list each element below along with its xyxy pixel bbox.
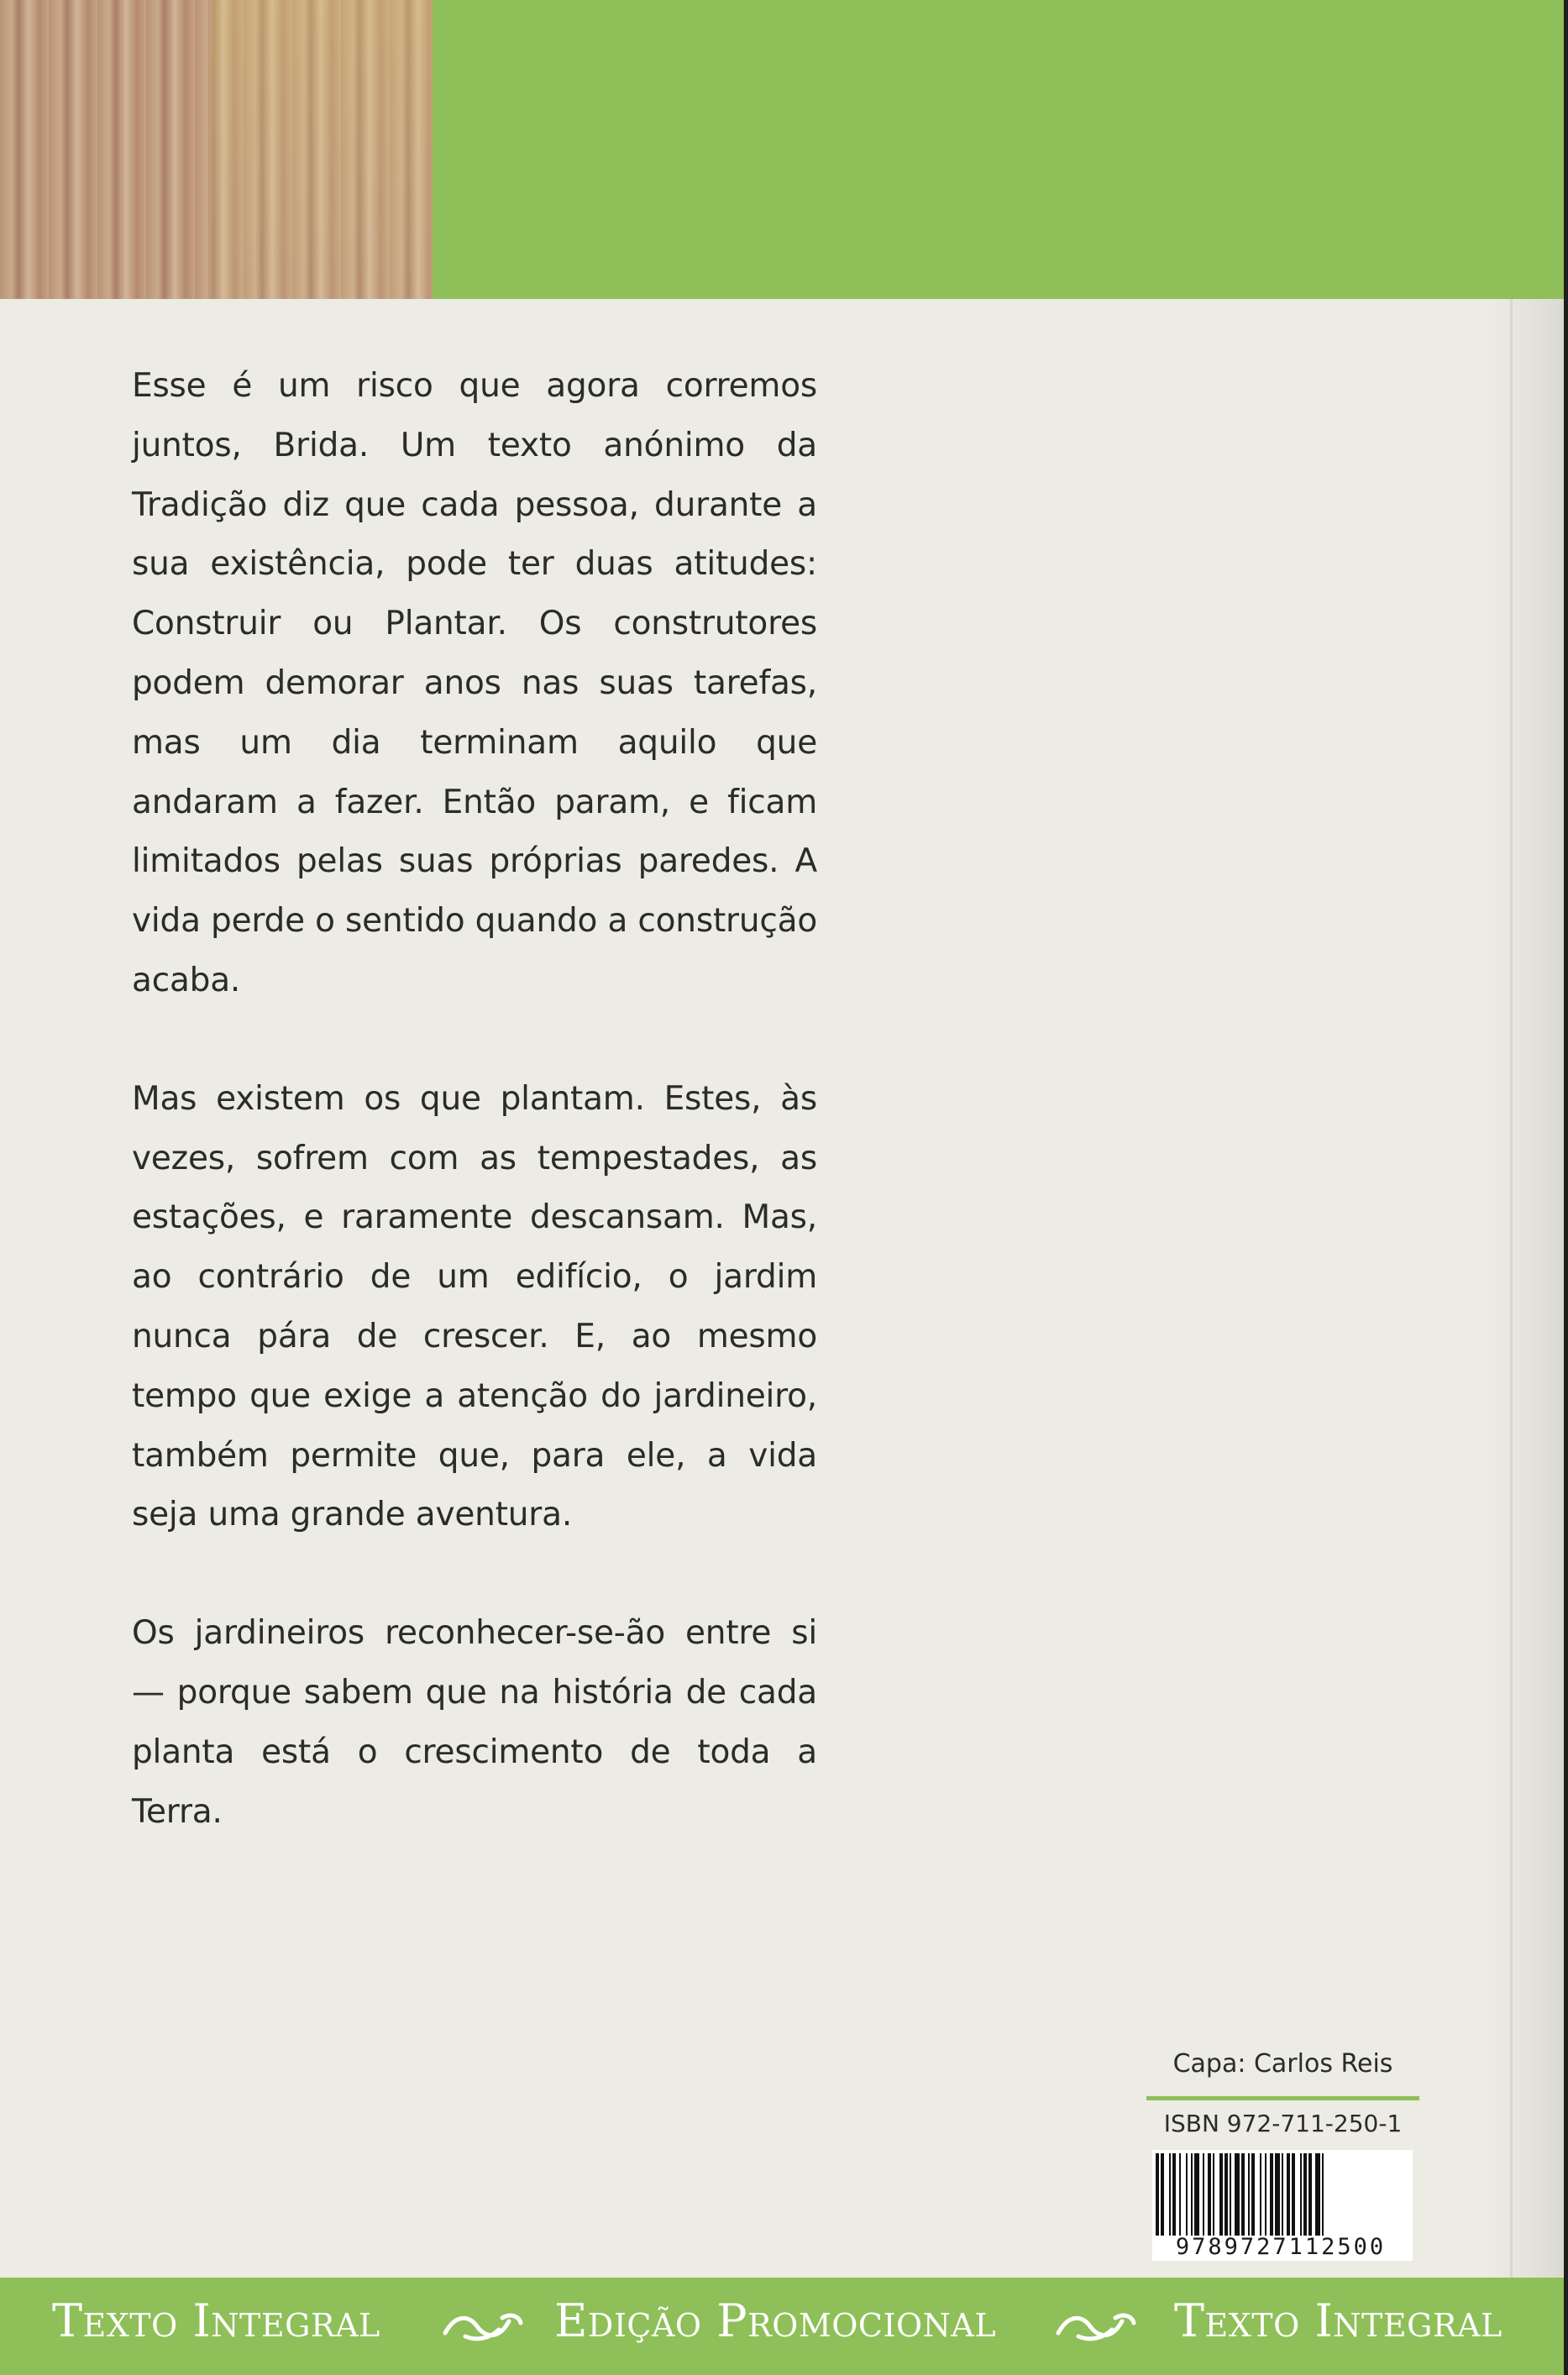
barcode-bar: [1230, 2153, 1231, 2236]
swirl-ornament-icon: [1053, 2308, 1137, 2345]
swirl-ornament-icon: [440, 2308, 524, 2345]
band-label-right: Texto Integral: [1174, 2294, 1502, 2347]
spine-shadow: [1488, 299, 1564, 2278]
barcode-bar: [1270, 2153, 1273, 2236]
barcode-bar: [1161, 2153, 1164, 2236]
barcode-bar: [1308, 2153, 1312, 2236]
barcode-bar: [1225, 2153, 1228, 2236]
barcode-bar: [1169, 2153, 1171, 2236]
barcode-bar: [1275, 2153, 1280, 2236]
barcode-bar: [1251, 2153, 1255, 2236]
spine-fold-line: [1510, 299, 1513, 2278]
barcode-bar: [1300, 2153, 1302, 2236]
isbn-divider: [1146, 2096, 1419, 2100]
barcode-bar: [1260, 2153, 1261, 2236]
barcode-bar: [1287, 2153, 1290, 2236]
barcode-bar: [1219, 2153, 1223, 2236]
barcode-bar: [1208, 2153, 1211, 2236]
wood-texture-highlight: [210, 0, 433, 299]
barcode-bar: [1322, 2153, 1324, 2236]
barcode-bar: [1265, 2153, 1266, 2236]
blurb-paragraph-3: Os jardineiros reconhecer-se-ão entre si — porque sabem que na história de cada planta está o crescimento de toda a Terra.: [132, 1614, 817, 1831]
barcode-bar: [1172, 2153, 1176, 2236]
blurb-paragraph-1: Esse é um risco que agora corremos juntos, Brida. Um texto anónimo da Tradição diz que cada pessoa, durante a sua existência, pode ter duas atitudes: Construir ou Plantar. Os construtores podem demorar anos nas suas tarefas, mas um dia terminam aquilo que andaram a fazer. Então param, e ficam limitados pelas suas próprias paredes. A vida perde o sentido quando a construção acaba.: [132, 367, 817, 999]
barcode-bar: [1203, 2153, 1204, 2236]
cover-credit: Capa: Carlos Reis: [1172, 2049, 1393, 2079]
band-label-center: Edição Promocional: [554, 2294, 997, 2347]
barcode-bar: [1248, 2153, 1250, 2236]
barcode-bar: [1282, 2153, 1283, 2236]
blurb-paragraph-2: Mas existem os que plantam. Estes, às vezes, sofrem com as tempestades, as estações, e raramente descansam. Mas, ao contrário de um edifício, o jardim nunca pára de crescer. E, ao mesmo tempo que exige a atenção do jardineiro, também permite que, para ele, a vida seja uma grande aventura.: [132, 1079, 817, 1534]
barcode-bar: [1186, 2153, 1188, 2236]
barcode-bar: [1179, 2153, 1181, 2236]
barcode-bar: [1235, 2153, 1240, 2236]
blurb-text: [132, 357, 817, 1901]
barcode-bar: [1241, 2153, 1245, 2236]
barcode-bar: [1292, 2153, 1295, 2236]
barcode-bar: [1315, 2153, 1320, 2236]
barcode-bar: [1194, 2153, 1199, 2236]
barcode-digits: 9789727112500: [1175, 2234, 1387, 2260]
barcode-bar: [1213, 2153, 1214, 2236]
band-label-left: Texto Integral: [52, 2294, 380, 2347]
barcode-bar: [1191, 2153, 1193, 2236]
barcode-bar: [1303, 2153, 1307, 2236]
isbn-number: ISBN 972-711-250-1: [1163, 2110, 1403, 2137]
barcode-bar: [1156, 2153, 1159, 2236]
